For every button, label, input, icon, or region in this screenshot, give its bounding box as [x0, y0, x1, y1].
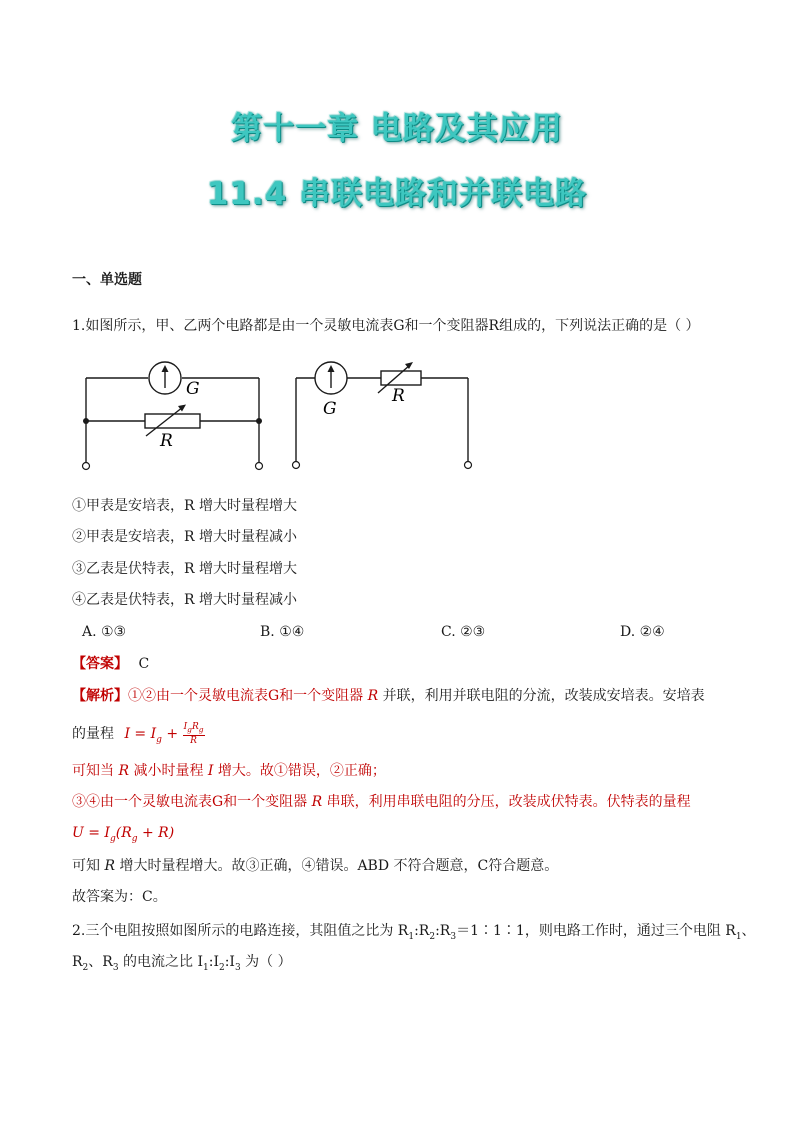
answer-line	[72, 655, 149, 673]
answer-value: C	[138, 656, 150, 672]
analysis-conclusion: 故答案为：C。	[72, 889, 167, 905]
q2-stem-line-1: 2.三个电阻按照如图所示的电路连接，其阻值之比为 $R_1:R_2:R_3=1∶1∶1$，则电路工作时，通过三个电阻 $R_1$、	[72, 923, 756, 942]
analysis-text: 可知当	[72, 763, 114, 779]
answer-tag: 【答案】	[72, 656, 128, 672]
analysis-text: 增大时量程增大。故③正确，④错误。ABD 不符合题意，C符合题意。	[119, 858, 559, 874]
analysis-line-2	[72, 722, 205, 749]
resistor-label: R	[160, 431, 173, 451]
statement-4: ④乙表是伏特表，R 增大时量程减小	[72, 592, 297, 608]
section-title: 11.4 串联电路和并联电路	[206, 176, 588, 212]
circuit-diagram-yi	[286, 356, 476, 474]
resistor-label: R	[392, 386, 405, 406]
analysis-text: 增大。故①错误，②正确；	[217, 763, 386, 779]
circuit-diagram-jia	[78, 356, 268, 474]
formula-voltmeter-range: $U = I_g(R_g + R)$	[72, 825, 175, 844]
section-heading: 一、单选题	[72, 272, 142, 288]
formula-ammeter-range: $I = I_g$ + $I_gR_g$ R	[124, 722, 204, 746]
option-d[interactable]: D. ②④	[620, 624, 665, 640]
analysis-line-3	[72, 762, 386, 780]
galvanometer-label: G	[323, 399, 337, 419]
var-r: R	[118, 763, 129, 779]
analysis-line-1	[72, 687, 705, 705]
statement-1: ①甲表是安培表，R 增大时量程增大	[72, 498, 297, 514]
option-a[interactable]: A. ①③	[82, 624, 127, 640]
analysis-text: 的量程	[72, 725, 114, 742]
chapter-title: 第十一章 电路及其应用	[231, 111, 563, 147]
analysis-text: 并联，利用并联电阻的分流，改装成安培表。安培表	[382, 688, 705, 704]
analysis-line-4	[72, 793, 691, 811]
analysis-text: ①②由一个灵敏电流表G和一个变阻器	[128, 688, 364, 704]
statement-3: ③乙表是伏特表，R 增大时量程增大	[72, 561, 297, 577]
galvanometer-label: G	[186, 379, 200, 399]
analysis-line-6	[72, 857, 558, 875]
option-b[interactable]: B. ①④	[260, 624, 305, 640]
analysis-tag: 【解析】	[72, 688, 128, 704]
q1-stem: 1.如图所示，甲、乙两个电路都是由一个灵敏电流表G和一个变阻器R组成的，下列说法正确的是（ ）	[72, 318, 700, 334]
var-r: R	[311, 794, 323, 810]
analysis-text: 串联，利用串联电阻的分压，改装成伏特表。伏特表的量程	[326, 794, 691, 810]
var-i: I	[207, 763, 214, 779]
var-r: R	[104, 858, 115, 874]
q2-stem-line-2: $R_2$、$R_3$ 的电流之比 $I_1:I_2:I_3$ 为（ ）	[72, 954, 292, 973]
analysis-text: 可知	[72, 858, 100, 874]
statement-2: ②甲表是安培表，R 增大时量程减小	[72, 529, 297, 545]
analysis-text: 减小时量程	[133, 763, 204, 779]
option-c[interactable]: C. ②③	[441, 624, 486, 640]
analysis-text: ③④由一个灵敏电流表G和一个变阻器	[72, 794, 308, 810]
var-r: R	[367, 688, 379, 704]
